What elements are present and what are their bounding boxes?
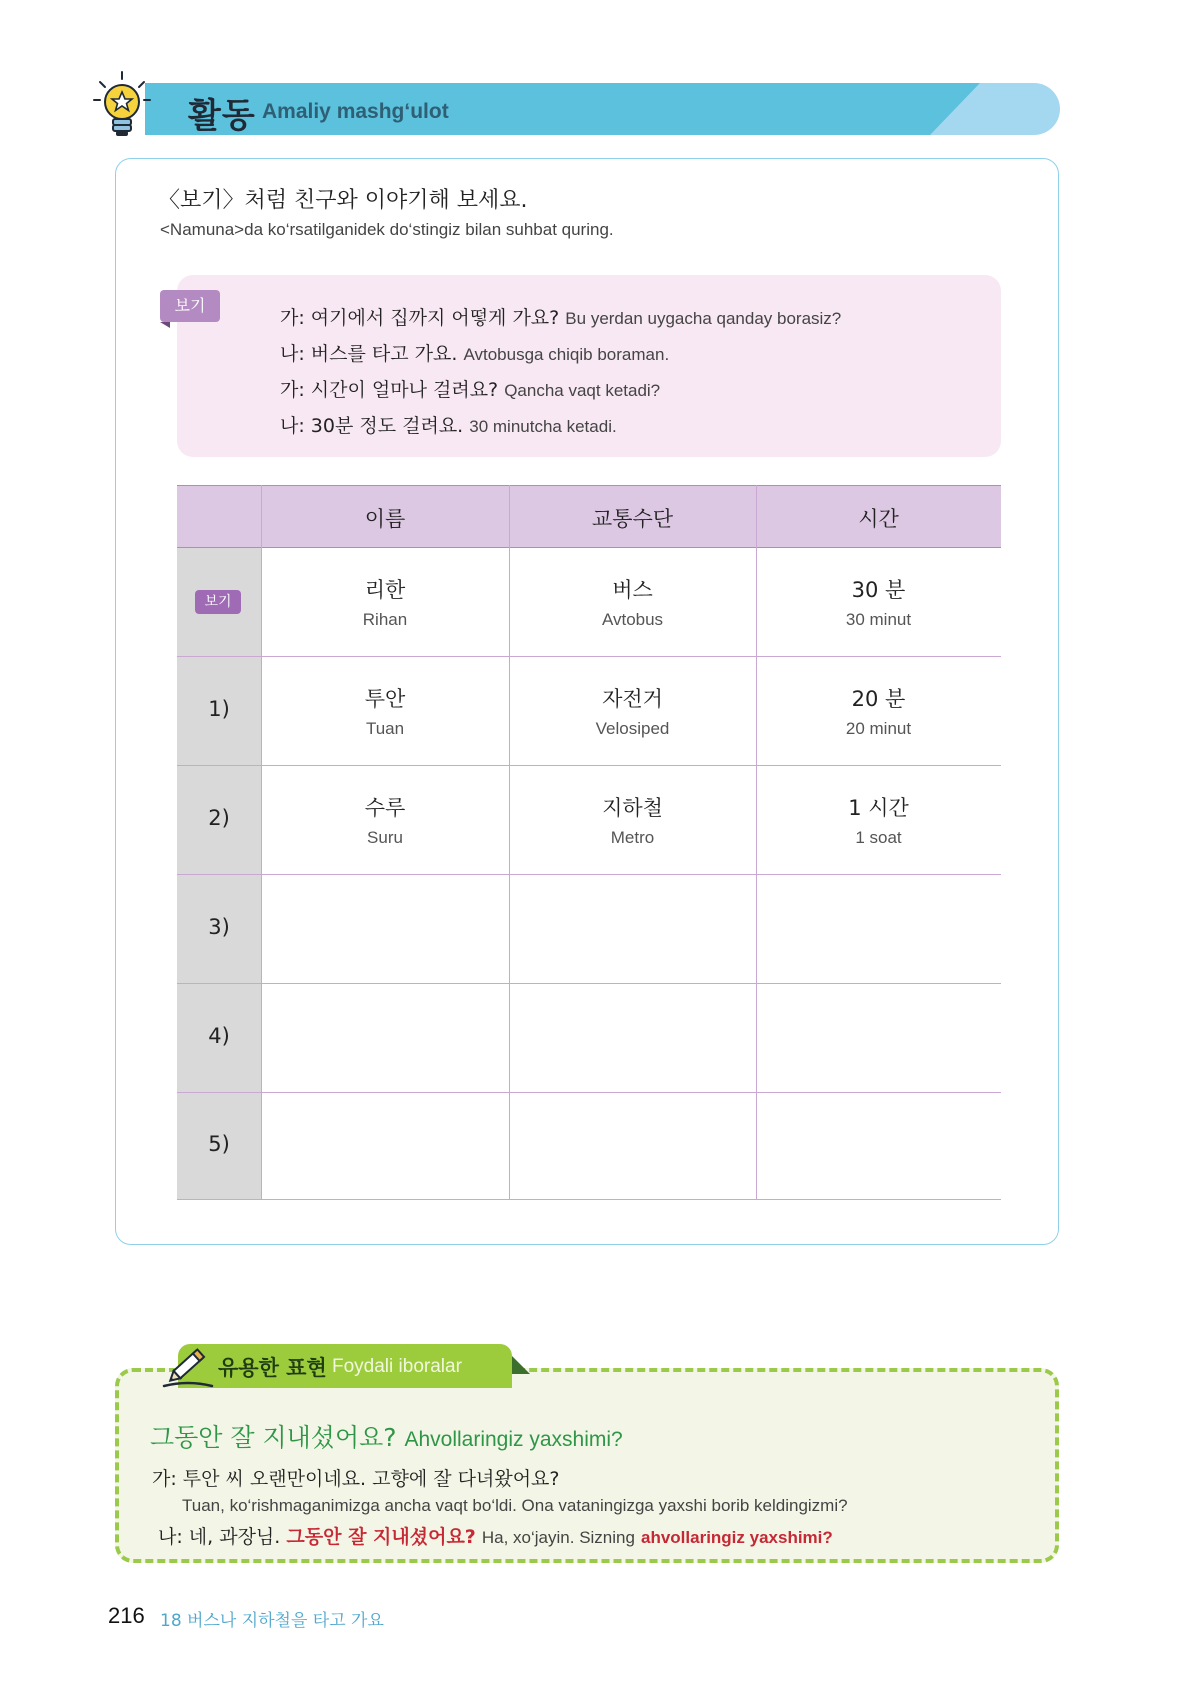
cell-korean: 수루 (364, 796, 406, 820)
table-cell (261, 574, 509, 630)
cell-uzbek: Rihan (362, 610, 408, 629)
dialogue-line-korean: 가: 투안 씨 오랜만이네요. 고향에 잘 다녀왔어요? (152, 1468, 560, 1490)
useful-expressions-tab-fold (512, 1356, 530, 1374)
reply-uzbek-highlight: ahvollaringiz yaxshimi? (641, 1528, 833, 1547)
useful-expressions-subtitle: Foydali iboralar (332, 1356, 462, 1377)
cell-korean: 30 분 (851, 578, 906, 602)
expression-headline-korean: 그동안 잘 지내셨어요? (150, 1423, 397, 1452)
table-row-divider (177, 656, 1001, 657)
table-cell (756, 792, 1001, 848)
cell-korean: 투안 (364, 687, 406, 711)
cell-uzbek: Velosiped (595, 719, 670, 738)
instruction-korean: 〈보기〉처럼 친구와 이야기해 보세요. (158, 188, 528, 213)
table-row-divider (177, 765, 1001, 766)
chapter-title: 18 버스나 지하철을 타고 가요 (160, 1611, 384, 1631)
reply-highlight: 그동안 잘 지내셨어요? (286, 1526, 476, 1548)
example-line-uzbek: Avtobusga chiqib boraman. (463, 345, 670, 364)
reply-uzbek: Ha, xo‘jayin. Sizning (481, 1528, 635, 1547)
table-row-divider (177, 1092, 1001, 1093)
example-line (280, 411, 617, 438)
dialogue-reply (158, 1522, 833, 1549)
section-subtitle: Amaliy mashg‘ulot (262, 100, 449, 123)
example-line (280, 339, 669, 366)
row-number: 1) (208, 697, 230, 721)
example-line-uzbek: 30 minutcha ketadi. (469, 417, 617, 436)
expression-headline-uzbek: Ahvollaringiz yaxshimi? (404, 1428, 623, 1451)
example-line-korean: 가: 시간이 얼마나 걸려요? (280, 379, 499, 401)
expression-headline (150, 1418, 623, 1454)
table-header-name: 이름 (364, 507, 406, 531)
instruction-uzbek: <Namuna>da ko‘rsatilganidek do‘stingiz bilan suhbat quring. (160, 220, 614, 239)
table-cell (509, 574, 756, 630)
example-line (280, 303, 841, 330)
row-number: 4) (208, 1024, 230, 1048)
table-cell (261, 792, 509, 848)
cell-korean: 20 분 (851, 687, 906, 711)
example-line-korean: 나: 30분 정도 걸려요. (280, 415, 464, 437)
table-cell (509, 792, 756, 848)
page-number: 216 (108, 1603, 145, 1628)
cell-korean: 리한 (364, 578, 406, 602)
table-header-transport: 교통수단 (591, 507, 674, 531)
row-number: 3) (208, 915, 230, 939)
cell-korean: 지하철 (602, 796, 663, 820)
example-line (280, 375, 660, 402)
cell-uzbek: Suru (367, 828, 403, 847)
example-line-uzbek: Qancha vaqt ketadi? (504, 381, 661, 400)
example-line-korean: 나: 버스를 타고 가요. (280, 343, 458, 365)
example-tag-fold (160, 322, 170, 328)
useful-expressions-title: 유용한 표현 (218, 1356, 327, 1380)
cell-uzbek: Avtobus (601, 610, 664, 629)
table-cell (756, 683, 1001, 739)
table-cell (756, 574, 1001, 630)
row-number: 5) (208, 1132, 230, 1156)
row-number: 2) (208, 806, 230, 830)
table-bottom-border (177, 1199, 1001, 1200)
cell-uzbek: 20 minut (845, 719, 912, 738)
lightbulb-star-icon (92, 70, 156, 142)
example-line-uzbek: Bu yerdan uygacha qanday borasiz? (565, 309, 842, 328)
cell-korean: 자전거 (602, 687, 663, 711)
row-example-tag: 보기 (195, 590, 241, 614)
example-line-korean: 가: 여기에서 집까지 어떻게 가요? (280, 307, 560, 329)
cell-uzbek: 1 soat (855, 828, 902, 847)
table-cell (509, 683, 756, 739)
table-row-divider (177, 874, 1001, 875)
pencil-icon (160, 1340, 216, 1392)
dialogue-line-uzbek: Tuan, ko‘rishmaganimizga ancha vaqt bo‘ldi. Ona vataningizga yaxshi borib keldingizmi? (182, 1496, 848, 1515)
table-cell (261, 683, 509, 739)
table-row-divider (177, 983, 1001, 984)
example-tag: 보기 (160, 290, 220, 322)
cell-uzbek: Tuan (365, 719, 405, 738)
cell-korean: 1 시간 (848, 796, 909, 820)
cell-uzbek: Metro (610, 828, 655, 847)
table-header-time: 시간 (858, 507, 899, 531)
reply-prefix: 나: 네, 과장님. (158, 1526, 281, 1548)
cell-korean: 버스 (612, 578, 653, 602)
banner-slant (930, 83, 980, 135)
section-title: 활동 (188, 96, 256, 136)
cell-uzbek: 30 minut (845, 610, 912, 629)
